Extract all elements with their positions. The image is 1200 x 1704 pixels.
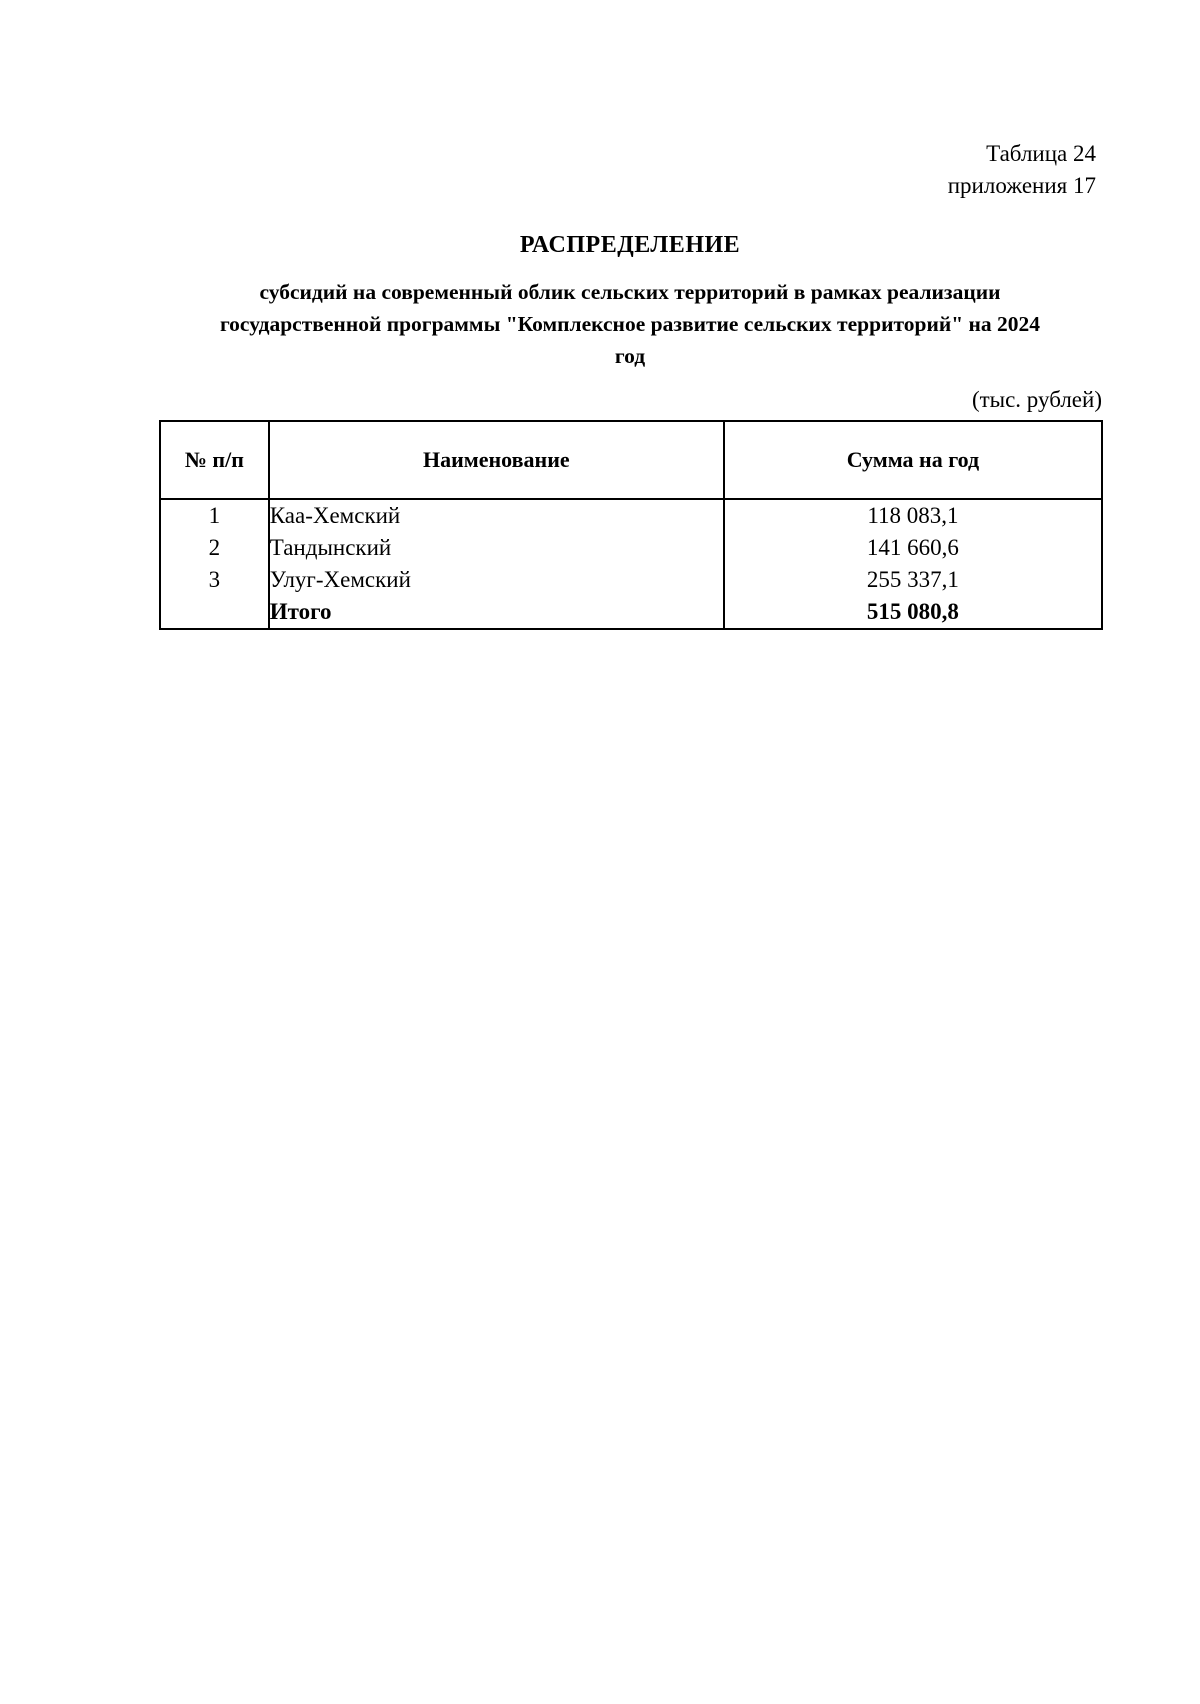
- row-name: Тандынский: [269, 532, 724, 564]
- total-label: Итого: [269, 596, 724, 629]
- total-number: [160, 596, 269, 629]
- row-sum: 141 660,6: [724, 532, 1102, 564]
- row-number: 2: [160, 532, 269, 564]
- column-header-number: № п/п: [160, 421, 269, 499]
- table-row: [160, 532, 1102, 564]
- column-header-sum: Сумма на год: [724, 421, 1102, 499]
- row-name: Улуг-Хемский: [269, 564, 724, 596]
- distribution-table: [159, 420, 1103, 630]
- table-row: [160, 499, 1102, 532]
- subtitle-line-1: субсидий на современный облик сельских территорий в рамках реализации: [259, 280, 1001, 304]
- row-sum: 118 083,1: [724, 499, 1102, 532]
- table-row: [160, 564, 1102, 596]
- table-reference: Таблица 24: [986, 141, 1096, 166]
- row-number: 1: [160, 499, 269, 532]
- total-sum: 515 080,8: [724, 596, 1102, 629]
- subtitle-line-3: год: [614, 344, 646, 368]
- units-label: (тыс. рублей): [971, 387, 1102, 412]
- subtitle-line-2: государственной программы "Комплексное развитие сельских территорий" на 2024: [219, 312, 1041, 336]
- document-title: РАСПРЕДЕЛЕНИЕ: [519, 232, 741, 258]
- row-name: Каа-Хемский: [269, 499, 724, 532]
- table-header-row: [160, 421, 1102, 499]
- document-subtitle: [160, 276, 1100, 372]
- row-number: 3: [160, 564, 269, 596]
- appendix-reference: приложения 17: [947, 173, 1096, 198]
- column-header-name: Наименование: [269, 421, 724, 499]
- total-row: [160, 596, 1102, 629]
- row-sum: 255 337,1: [724, 564, 1102, 596]
